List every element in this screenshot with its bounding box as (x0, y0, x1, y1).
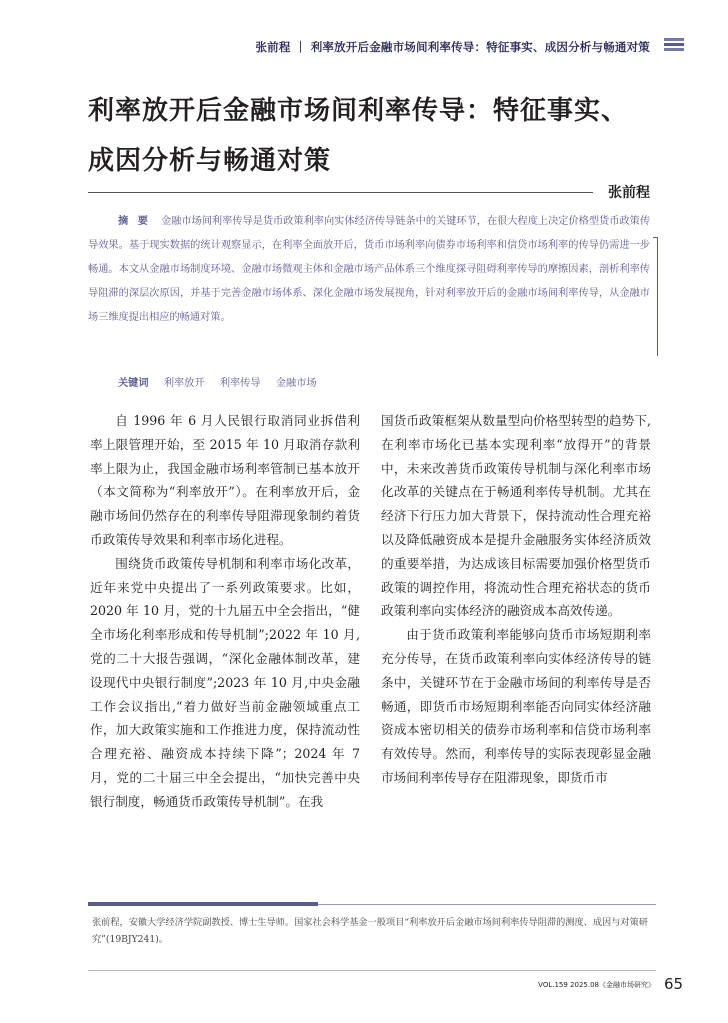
title-rule (88, 192, 593, 193)
footnote-rule (88, 902, 318, 906)
abstract-paragraph (88, 210, 650, 330)
keywords-label: 关键词 (118, 378, 149, 389)
abstract-text: 金融市场间利率传导是货币政策利率向实体经济传导链条中的关键环节，在很大程度上决定价格型货币政策传导效果。基于现实数据的统计观察显示，在利率全面放开后，货币市场利率向债券市场利率和信贷市场利率的传导仍需进一步畅通。本文从金融市场制度环境、金融市场微观主体和金融市场产品体系三个维度探寻阻碍利率传导的摩擦因素，剖析利率传导阻滞的深层次原因，并基于完善金融市场体系、深化金融市场发展视角，针对利率放开后的金融市场间利率传导，从金融市场三维度提出相应的畅通对策。 (88, 216, 651, 323)
abstract (88, 210, 650, 365)
footer-rule (88, 970, 656, 971)
footnote-rule-thin (318, 904, 656, 905)
body-column-left (90, 409, 360, 814)
keyword: 利率放开 (163, 378, 205, 389)
header-decoration (664, 38, 684, 54)
article-author: 张前程 (608, 185, 650, 201)
body-paragraph: 围绕货币政策传导机制和利率市场化改革，近年来党中央提出了一系列政策要求。比如，2020 年 10 月，党的十九届五中全会指出，“健全市场化利率形成和传导机制”;2022 年 10 月,党的二十大报告强调，“深化金融体制改革，建设现代中央银行制度”;2023 年 10 月,中央金融工作会议指出,“着力做好当前金融领域重点工作，加大政策实施和工作推进力度，保持流动性合理充裕、融资成本持续下降”；2024 年 7 月，党的二十届三中全会提出，“加快完善中央银行制度，畅通货币政策传导机制”。在我 (90, 555, 360, 809)
body-paragraph: 国货币政策框架从数量型向价格型转型的趋势下,在利率市场化已基本实现利率“放得开”的背景中，未来改善货币政策传导机制与深化利率市场化改革的关键点在于畅通利率传导机制。尤其在经济下行压力加大背景下，保持流动性合理充裕以及降低融资成本是提升金融服务实体经济质效的重要举措，为达成该目标需要加强价格型货币政策的调控作用，将流动性合理充裕状态的货币政策利率向实体经济的融资成本高效传递。 (381, 413, 651, 619)
footnote: 张前程，安徽大学经济学院副教授、博士生导师。国家社会科学基金一般项目“利率放开后金融市场间利率传导阻滞的测度、成因与对策研究”(19BJY241)。 (92, 917, 648, 945)
running-header: 张前程 ｜ 利率放开后金融市场间利率传导：特征事实、成因分析与畅通对策 (255, 40, 650, 54)
page-number: 65 (664, 975, 684, 993)
keywords (118, 374, 329, 389)
abstract-label: 摘 要 (118, 216, 151, 227)
keyword: 金融市场 (275, 378, 317, 389)
keyword: 利率传导 (219, 378, 261, 389)
journal-footer: VOL.159 2025.08《金融市场研究》 (538, 981, 655, 989)
article-title: 利率放开后金融市场间利率传导：特征事实、成因分析与畅通对策 (88, 96, 629, 176)
abstract-bracket (653, 237, 658, 356)
body-paragraph: 由于货币政策利率能够向货币市场短期利率充分传导，在货币政策利率向实体经济传导的链条中，关键环节在于金融市场间的利率传导是否畅通，即货币市场短期利率能否向同实体经济融资成本密切相关的债券市场利率和信贷市场利率有效传导。然而，利率传导的实际表现彰显金融市场间利率传导存在阻滞现象，即货币市 (381, 627, 651, 785)
body-paragraph: 自 1996 年 6 月人民银行取消同业拆借利率上限管理开始，至 2015 年 10 月取消存款利率上限为止，我国金融市场利率管制已基本放开（本文简称为“利率放开”）。在利率放开后，金融市场间仍然存在的利率传导阻滞现象制约着货币政策传导效果和利率市场化进程。 (90, 413, 360, 547)
body-column-right (381, 409, 651, 790)
